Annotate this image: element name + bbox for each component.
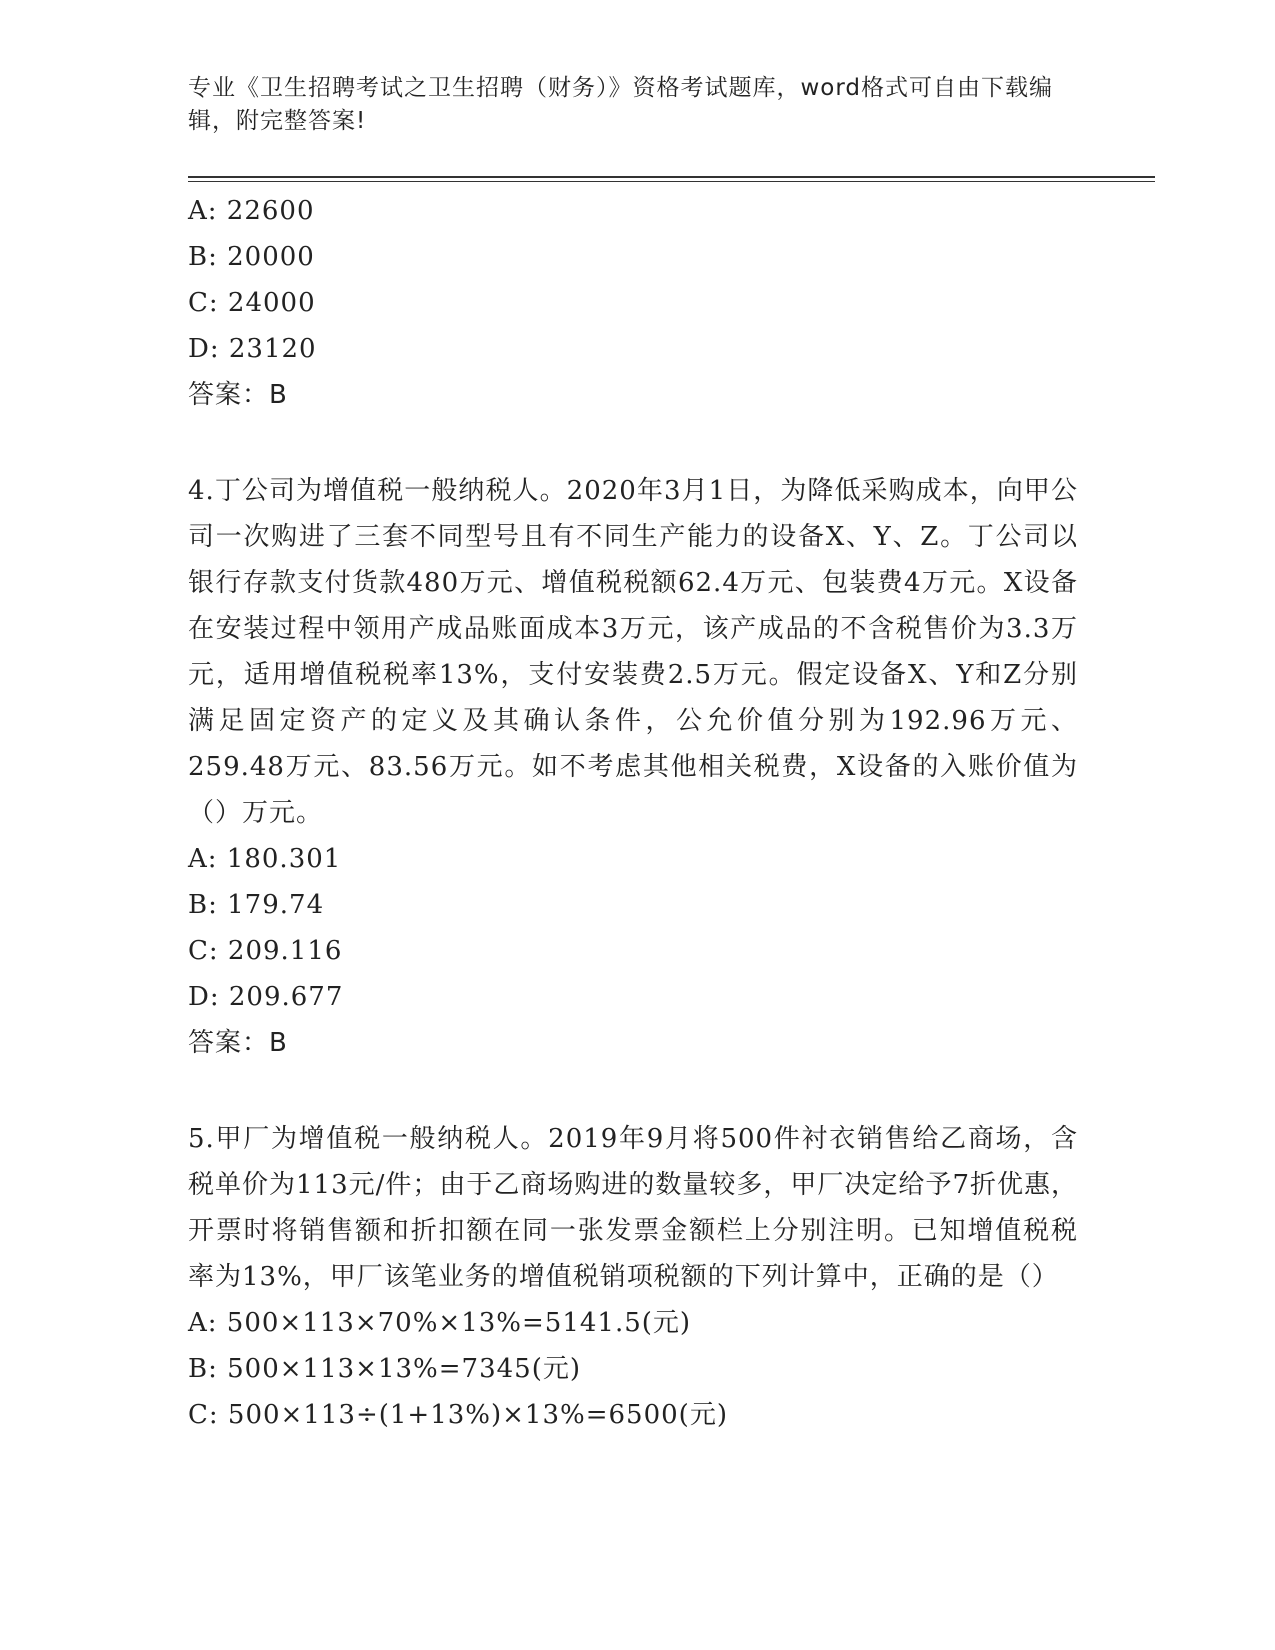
question-3-options xyxy=(188,188,1078,372)
option-c: C: 500×113÷(1+13%)×13%=6500(元) xyxy=(188,1400,728,1430)
option-d: D: 23120 xyxy=(188,334,317,364)
question-5-text: 5.甲厂为增值税一般纳税人。2019年9月将500件衬衣销售给乙商场，含税单价为113元/件；由于乙商场购进的数量较多，甲厂决定给予7折优惠，开票时将销售额和折扣额在同一张发票金额栏上分别注明。已知增值税税率为13%，甲厂该笔业务的增值税销项税额的下列计算中，正确的是（） xyxy=(188,1124,1078,1292)
question-3-answer: 答案：B xyxy=(188,380,288,410)
option-a: A: 500×113×70%×13%=5141.5(元) xyxy=(188,1308,692,1338)
page-header: 专业《卫生招聘考试之卫生招聘（财务）》资格考试题库，word格式可自由下载编辑，附完整答案! xyxy=(188,75,1054,134)
question-4-answer: 答案：B xyxy=(188,1028,288,1058)
option-b: B: 179.74 xyxy=(188,890,325,920)
option-b: B: 500×113×13%=7345(元) xyxy=(188,1354,581,1384)
question-content xyxy=(188,188,1078,1438)
header-divider-thin xyxy=(188,181,1155,182)
question-4-options xyxy=(188,836,1078,1020)
question-4-text: 4.丁公司为增值税一般纳税人。2020年3月1日，为降低采购成本，向甲公司一次购进了三套不同型号且有不同生产能力的设备X、Y、Z。丁公司以银行存款支付货款480万元、增值税税额62.4万元、包装费4万元。X设备在安装过程中领用产成品账面成本3万元，该产成品的不含税售价为3.3万元，适用增值税税率13%，支付安装费2.5万元。假定设备X、Y和Z分别满足固定资产的定义及其确认条件，公允价值分别为192.96万元、259.48万元、83.56万元。如不考虑其他相关税费，X设备的入账价值为（）万元。 xyxy=(188,476,1078,828)
option-b: B: 20000 xyxy=(188,242,315,272)
option-c: C: 209.116 xyxy=(188,936,343,966)
question-5-options xyxy=(188,1300,1078,1438)
option-a: A: 180.301 xyxy=(188,844,342,874)
option-c: C: 24000 xyxy=(188,288,316,318)
option-a: A: 22600 xyxy=(188,196,315,226)
header-divider xyxy=(188,176,1155,178)
option-d: D: 209.677 xyxy=(188,982,344,1012)
